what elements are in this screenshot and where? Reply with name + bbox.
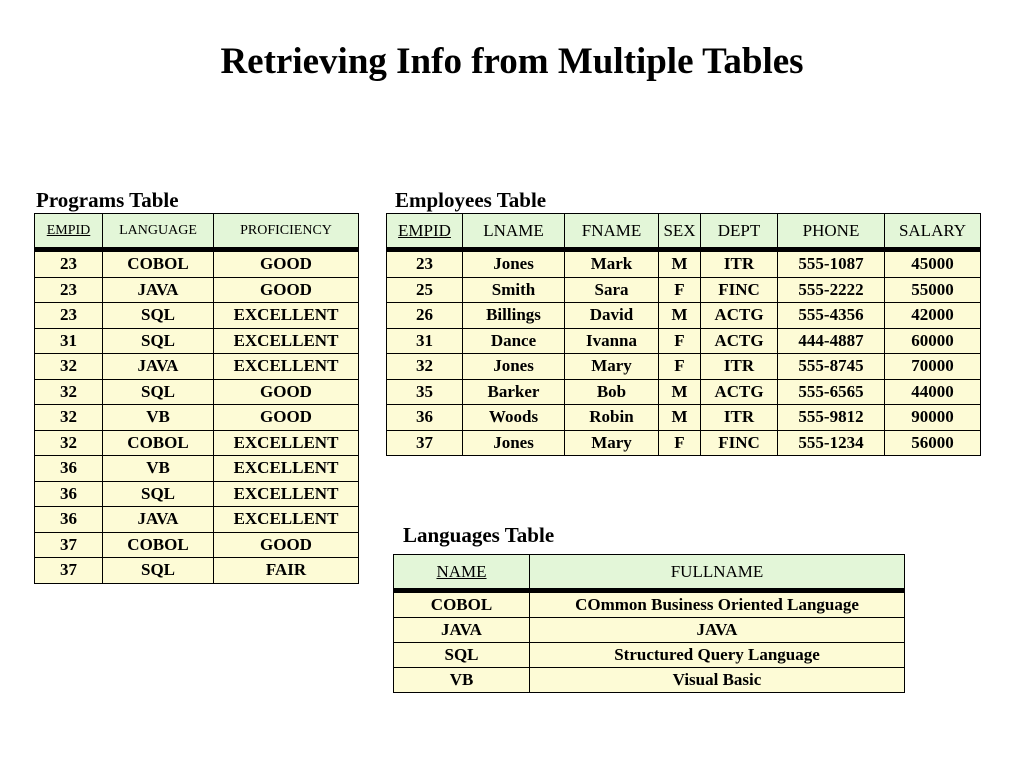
employees-cell: Jones bbox=[463, 430, 565, 456]
programs-header-row bbox=[35, 214, 359, 250]
employees-cell: 555-9812 bbox=[778, 405, 885, 431]
languages-cell: Structured Query Language bbox=[530, 643, 905, 668]
employees-col-header bbox=[463, 214, 565, 250]
programs-cell: GOOD bbox=[214, 405, 359, 431]
employees-cell: FINC bbox=[701, 277, 778, 303]
programs-cell: 23 bbox=[35, 303, 103, 329]
employees-cell: ITR bbox=[701, 354, 778, 380]
languages-table bbox=[393, 554, 905, 693]
employees-cell: ITR bbox=[701, 250, 778, 278]
languages-cell: SQL bbox=[394, 643, 530, 668]
employees-cell: 31 bbox=[387, 328, 463, 354]
table-row bbox=[394, 618, 905, 643]
languages-col-header-label: NAME bbox=[436, 561, 487, 581]
table-row bbox=[387, 277, 981, 303]
employees-cell: M bbox=[659, 405, 701, 431]
employees-cell: Ivanna bbox=[565, 328, 659, 354]
employees-cell: Robin bbox=[565, 405, 659, 431]
employees-col-header-label: SEX bbox=[663, 220, 696, 240]
employees-cell: 555-1234 bbox=[778, 430, 885, 456]
employees-col-header bbox=[778, 214, 885, 250]
programs-table-caption: Programs Table bbox=[36, 188, 179, 212]
employees-cell: 55000 bbox=[885, 277, 981, 303]
programs-cell: SQL bbox=[103, 379, 214, 405]
employees-cell: Billings bbox=[463, 303, 565, 329]
languages-col-header bbox=[530, 555, 905, 591]
employees-cell: F bbox=[659, 277, 701, 303]
employees-cell: 32 bbox=[387, 354, 463, 380]
employees-col-header-label: PHONE bbox=[802, 220, 860, 240]
employees-cell: ACTG bbox=[701, 379, 778, 405]
programs-cell: EXCELLENT bbox=[214, 456, 359, 482]
employees-col-header bbox=[565, 214, 659, 250]
programs-col-header bbox=[35, 214, 103, 250]
employees-cell: 36 bbox=[387, 405, 463, 431]
languages-col-header-label: FULLNAME bbox=[670, 561, 764, 581]
programs-cell: EXCELLENT bbox=[214, 328, 359, 354]
table-row bbox=[35, 507, 359, 533]
programs-cell: SQL bbox=[103, 481, 214, 507]
employees-col-header-label: EMPID bbox=[398, 220, 451, 240]
programs-cell: COBOL bbox=[103, 430, 214, 456]
programs-cell: 32 bbox=[35, 430, 103, 456]
table-row bbox=[35, 558, 359, 584]
programs-cell: EXCELLENT bbox=[214, 507, 359, 533]
employees-cell: ITR bbox=[701, 405, 778, 431]
employees-header-row bbox=[387, 214, 981, 250]
programs-cell: FAIR bbox=[214, 558, 359, 584]
languages-col-header bbox=[394, 555, 530, 591]
employees-col-header-label: DEPT bbox=[717, 220, 761, 240]
programs-cell: 36 bbox=[35, 456, 103, 482]
table-row bbox=[394, 668, 905, 693]
employees-cell: Mary bbox=[565, 430, 659, 456]
programs-cell: EXCELLENT bbox=[214, 354, 359, 380]
employees-cell: 35 bbox=[387, 379, 463, 405]
employees-cell: ACTG bbox=[701, 303, 778, 329]
table-row bbox=[35, 379, 359, 405]
programs-cell: GOOD bbox=[214, 277, 359, 303]
table-row bbox=[35, 303, 359, 329]
table-row bbox=[387, 379, 981, 405]
employees-cell: 23 bbox=[387, 250, 463, 278]
employees-cell: M bbox=[659, 379, 701, 405]
programs-cell: 36 bbox=[35, 481, 103, 507]
programs-cell: SQL bbox=[103, 303, 214, 329]
programs-cell: COBOL bbox=[103, 250, 214, 278]
programs-cell: 32 bbox=[35, 405, 103, 431]
programs-cell: 37 bbox=[35, 532, 103, 558]
employees-cell: Dance bbox=[463, 328, 565, 354]
table-row bbox=[35, 430, 359, 456]
table-row bbox=[394, 643, 905, 668]
employees-cell: 555-4356 bbox=[778, 303, 885, 329]
employees-cell: 37 bbox=[387, 430, 463, 456]
employees-col-header-label: LNAME bbox=[483, 220, 544, 240]
employees-cell: Sara bbox=[565, 277, 659, 303]
programs-col-header bbox=[214, 214, 359, 250]
employees-cell: Jones bbox=[463, 250, 565, 278]
programs-cell: JAVA bbox=[103, 277, 214, 303]
programs-col-header-label: LANGUAGE bbox=[119, 222, 197, 238]
programs-cell: EXCELLENT bbox=[214, 303, 359, 329]
employees-cell: 60000 bbox=[885, 328, 981, 354]
employees-table-caption: Employees Table bbox=[395, 188, 547, 212]
programs-cell: EXCELLENT bbox=[214, 430, 359, 456]
employees-cell: 26 bbox=[387, 303, 463, 329]
programs-cell: 31 bbox=[35, 328, 103, 354]
programs-cell: 37 bbox=[35, 558, 103, 584]
programs-cell: JAVA bbox=[103, 354, 214, 380]
employees-cell: FINC bbox=[701, 430, 778, 456]
table-row bbox=[394, 591, 905, 618]
employees-col-header bbox=[885, 214, 981, 250]
employees-col-header bbox=[387, 214, 463, 250]
programs-cell: 23 bbox=[35, 277, 103, 303]
employees-cell: 555-2222 bbox=[778, 277, 885, 303]
table-row bbox=[387, 303, 981, 329]
employees-cell: Woods bbox=[463, 405, 565, 431]
employees-cell: F bbox=[659, 354, 701, 380]
languages-cell: COBOL bbox=[394, 591, 530, 618]
employees-col-header-label: SALARY bbox=[898, 220, 967, 240]
employees-cell: M bbox=[659, 303, 701, 329]
employees-cell: 45000 bbox=[885, 250, 981, 278]
programs-cell: COBOL bbox=[103, 532, 214, 558]
table-row bbox=[35, 405, 359, 431]
programs-cell: GOOD bbox=[214, 250, 359, 278]
table-row bbox=[35, 277, 359, 303]
programs-cell: VB bbox=[103, 405, 214, 431]
programs-cell: 23 bbox=[35, 250, 103, 278]
languages-cell: COmmon Business Oriented Language bbox=[530, 591, 905, 618]
employees-cell: F bbox=[659, 430, 701, 456]
table-row bbox=[387, 250, 981, 278]
employees-cell: 90000 bbox=[885, 405, 981, 431]
employees-cell: Jones bbox=[463, 354, 565, 380]
programs-cell: SQL bbox=[103, 328, 214, 354]
programs-cell: SQL bbox=[103, 558, 214, 584]
table-row bbox=[387, 328, 981, 354]
table-row bbox=[35, 354, 359, 380]
languages-cell: JAVA bbox=[394, 618, 530, 643]
languages-cell: JAVA bbox=[530, 618, 905, 643]
employees-cell: 444-4887 bbox=[778, 328, 885, 354]
employees-cell: Smith bbox=[463, 277, 565, 303]
employees-cell: 555-6565 bbox=[778, 379, 885, 405]
employees-cell: 555-8745 bbox=[778, 354, 885, 380]
employees-cell: Mark bbox=[565, 250, 659, 278]
employees-cell: 56000 bbox=[885, 430, 981, 456]
languages-cell: VB bbox=[394, 668, 530, 693]
employees-col-header-label: FNAME bbox=[581, 220, 642, 240]
table-row bbox=[35, 250, 359, 278]
programs-cell: EXCELLENT bbox=[214, 481, 359, 507]
programs-cell: JAVA bbox=[103, 507, 214, 533]
employees-cell: 70000 bbox=[885, 354, 981, 380]
languages-table-caption: Languages Table bbox=[403, 523, 555, 547]
employees-cell: Mary bbox=[565, 354, 659, 380]
employees-cell: 25 bbox=[387, 277, 463, 303]
employees-cell: 555-1087 bbox=[778, 250, 885, 278]
programs-cell: GOOD bbox=[214, 532, 359, 558]
table-row bbox=[35, 328, 359, 354]
programs-cell: VB bbox=[103, 456, 214, 482]
languages-cell: Visual Basic bbox=[530, 668, 905, 693]
employees-cell: 42000 bbox=[885, 303, 981, 329]
table-row bbox=[35, 532, 359, 558]
employees-col-header bbox=[659, 214, 701, 250]
employees-cell: Bob bbox=[565, 379, 659, 405]
programs-table bbox=[34, 213, 359, 584]
employees-col-header bbox=[701, 214, 778, 250]
programs-cell: GOOD bbox=[214, 379, 359, 405]
employees-cell: F bbox=[659, 328, 701, 354]
employees-table bbox=[386, 213, 981, 456]
programs-col-header bbox=[103, 214, 214, 250]
table-row bbox=[387, 405, 981, 431]
employees-cell: David bbox=[565, 303, 659, 329]
programs-col-header-label: PROFICIENCY bbox=[240, 222, 332, 238]
programs-cell: 36 bbox=[35, 507, 103, 533]
table-row bbox=[35, 456, 359, 482]
programs-col-header-label: EMPID bbox=[46, 222, 91, 238]
table-row bbox=[35, 481, 359, 507]
table-row bbox=[387, 430, 981, 456]
employees-cell: ACTG bbox=[701, 328, 778, 354]
slide-title: Retrieving Info from Multiple Tables bbox=[220, 41, 804, 82]
table-row bbox=[387, 354, 981, 380]
programs-cell: 32 bbox=[35, 379, 103, 405]
programs-cell: 32 bbox=[35, 354, 103, 380]
languages-header-row bbox=[394, 555, 905, 591]
employees-cell: Barker bbox=[463, 379, 565, 405]
employees-cell: M bbox=[659, 250, 701, 278]
employees-cell: 44000 bbox=[885, 379, 981, 405]
